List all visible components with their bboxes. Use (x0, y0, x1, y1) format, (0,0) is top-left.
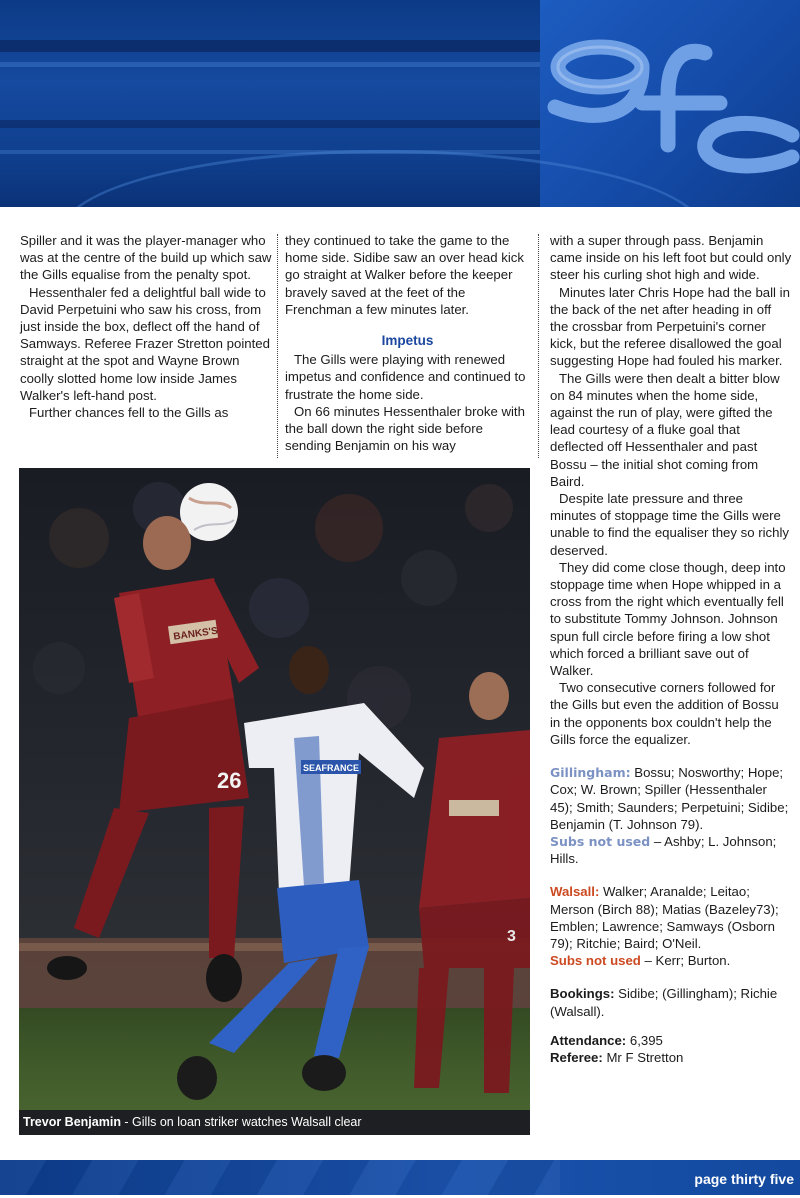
page-number: page thirty five (694, 1171, 794, 1187)
attendance (550, 1032, 792, 1049)
caption-text: - Gills on loan striker watches Walsall clear (120, 1115, 362, 1129)
walsall-subs (550, 952, 792, 969)
article-column-1 (20, 232, 272, 421)
gillingham-lineup (550, 764, 792, 833)
article-paragraph: with a super through pass. Benjamin came inside on his left foot but could only steer his curling shot high and wide. (550, 233, 792, 283)
article-column-2 (285, 232, 530, 454)
article-paragraph: Despite late pressure and three minutes of stoppage time the Gills were unable to find the equaliser they so richly deserved. (550, 491, 789, 558)
column-divider (538, 234, 539, 458)
gillingham-subs-list: – Ashby; L. Johnson; Hills. (550, 833, 777, 867)
walsall-label: Walsall: (550, 884, 600, 900)
article-paragraph: Two consecutive corners followed for the Gills but even the addition of Bossu in the opponents box couldn't help the Gills force the equalizer. (550, 680, 779, 747)
article-paragraph: They did come close though, deep into stoppage time when Hope whipped in a cross from the right which eventually fell to substitute Tommy Johnson. Johnson spun full circle before firing a low shot which forced a brilliant save out of Walker. (550, 559, 786, 679)
article-paragraph: Hessenthaler fed a delightful ball wide to David Perpetuini who saw his cross, from just inside the box, deflect off the hand of Samways. Referee Frazer Stretton pointed straight at the spot and Wayne Brown coolly slotted home low inside James Walker's left-hand post. (20, 284, 270, 403)
walsall-subs-label: Subs not used (550, 953, 641, 969)
article-paragraph: Spiller and it was the player-manager who was at the centre of the build up which saw the Gills equalise from the penalty spot. (20, 233, 272, 283)
article-paragraph: Further chances fell to the Gills as (29, 405, 229, 421)
walsall-players: Walker; Aranalde; Leitao; Merson (Birch 88); Matias (Bazeley73); Emblen; Lawrence; Samways (Osborn 79); Ritchie; Baird; O'Neil. (550, 884, 779, 951)
article-paragraph: The Gills were then dealt a bitter blow on 84 minutes when the home side, against the run of play, were gifted the lead courtesy of a fluke goal that deflected off Hessenthaler and past Bossu – the initial shot coming from Baird. (550, 370, 780, 489)
photo-caption (19, 1110, 530, 1135)
referee-label: Referee: (550, 1049, 603, 1065)
walsall-lineup (550, 883, 792, 952)
header-banner (0, 0, 800, 207)
referee (550, 1049, 792, 1066)
bookings (550, 985, 792, 1019)
match-photo-illustration (19, 468, 530, 1135)
attendance-label: Attendance: (550, 1032, 627, 1048)
player-red-left (47, 516, 259, 1002)
shirt-sponsor-home: BANKS'S (172, 625, 219, 643)
shirt-number-home: 26 (217, 768, 242, 793)
gfc-logo (530, 25, 800, 185)
attendance-value: 6,395 (626, 1032, 663, 1048)
footer-shade (0, 1160, 560, 1195)
article-paragraph: The Gills were playing with renewed impetus and confidence and continued to frustrate the home side. (285, 352, 526, 402)
caption-name: Trevor Benjamin (23, 1115, 121, 1129)
section-subheading: Impetus (381, 333, 434, 349)
column-divider (277, 234, 278, 458)
gillingham-subs-label: Subs not used (550, 833, 651, 849)
shirt-sponsor-away: SEAFRANCE (303, 763, 360, 773)
article-paragraph: Minutes later Chris Hope had the ball in the back of the net after heading in off the crossbar from Perpetuini's corner kick, but the referee disallowed the goal suggesting Hope had fouled his marker. (550, 284, 790, 369)
match-photo (19, 468, 530, 1135)
article-column-3 (550, 232, 792, 1066)
gillingham-label: Gillingham: (550, 765, 631, 781)
shirt-number-right: 3 (507, 928, 516, 945)
walsall-subs-list: – Kerr; Burton. (640, 953, 731, 969)
bookings-list: Sidibe; (Gillingham); Richie (Walsall). (550, 986, 778, 1019)
footer-band (0, 1160, 800, 1195)
gillingham-players: Bossu; Nosworthy; Hope; Cox; W. Brown; Spiller (Hessenthaler 45); Smith; Saunders; Perpetuini; Sidibe; Benjamin (T. Johnson 79). (550, 765, 789, 832)
bookings-label: Bookings: (550, 986, 615, 1002)
article-paragraph: they continued to take the game to the home side. Sidibe saw an over head kick go straight at Walker before the keeper bravely saved at the feet of the Frenchman a few minutes later. (285, 233, 524, 317)
article-paragraph: On 66 minutes Hessenthaler broke with the ball down the right side before sending Benjamin on his way (285, 403, 525, 454)
gillingham-subs (550, 833, 792, 867)
referee-value: Mr F Stretton (602, 1049, 684, 1065)
